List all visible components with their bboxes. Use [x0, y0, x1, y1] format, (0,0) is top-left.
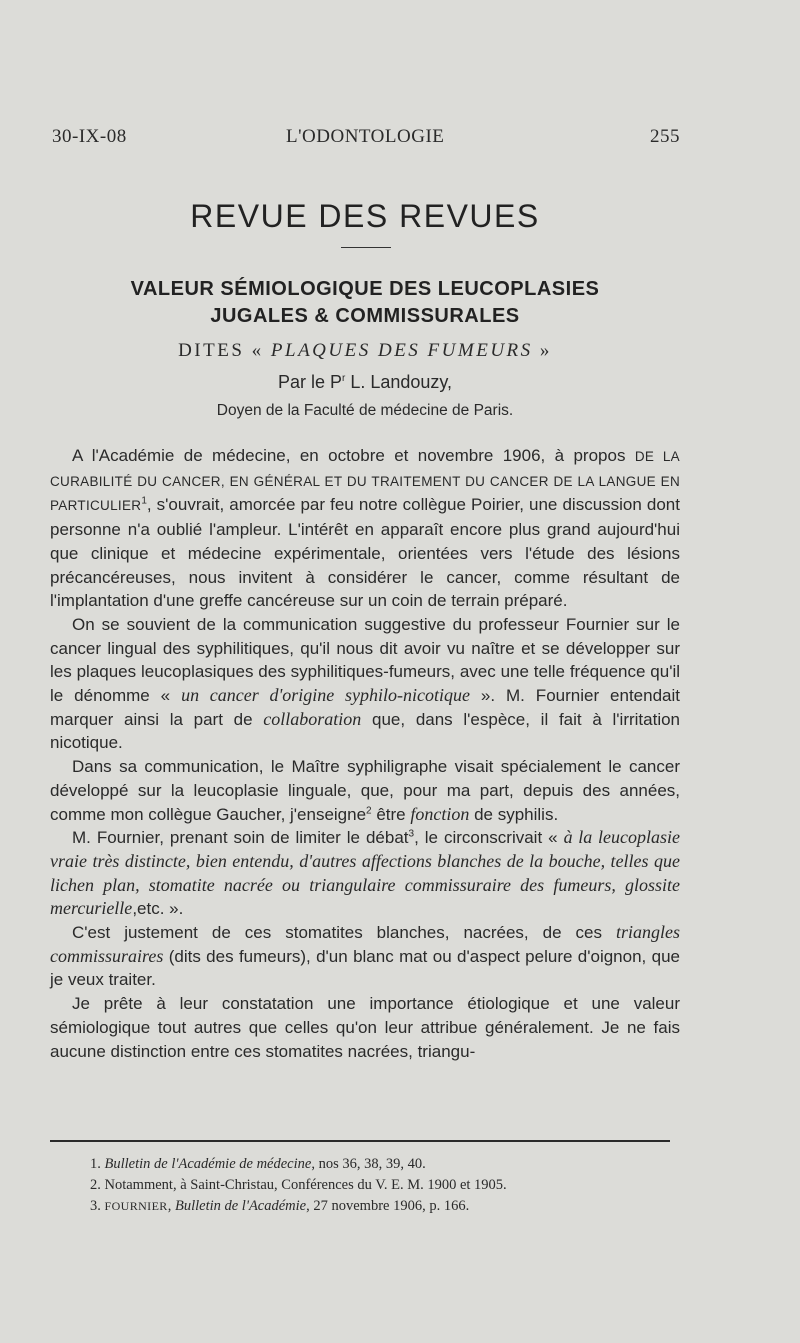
article-title-line-2: JUGALES & COMMISSURALES: [210, 305, 520, 327]
title-divider: [341, 247, 391, 248]
page-number: 255: [650, 126, 680, 147]
fn1-rest: , nos 36, 38, 39, 40.: [311, 1156, 426, 1172]
p4-text-a: M. Fournier, prenant soin de limiter le débat: [72, 828, 409, 848]
paragraph-6: Je prête à leur constatation une importance étiologique et une valeur sémiologique tout autres que celles qu'on leur attribue généralement. Je ne fais aucune distinction entre ces stomatites nacrées, triangu-: [50, 994, 680, 1061]
p2-italic-2: collaboration: [263, 708, 362, 729]
author-line: [50, 372, 680, 393]
p1-text-b: , s'ouvrait, amorcée par feu notre collègue Poirier, une discussion dont personne n'a oublié l'ampleur. L'intérêt en apparaît encore plus grand aujourd'hui que clinique et médecine expérimentale, orientées vers l'étude des lésions précancéreuses, nous invitent à considérer le cancer, comme résultant de l'implantation d'une greffe cancéreuse sur un coin de terrain préparé.: [50, 495, 680, 611]
p3-text-c: de syphilis.: [469, 804, 559, 824]
p5-text-b: (dits des fumeurs), d'un blanc mat ou d'aspect pelure d'oignon, que je veux traiter.: [50, 946, 680, 990]
p2-italic-1: un cancer d'origine syphilo-nicotique: [181, 685, 470, 706]
subtitle-prefix: DITES «: [178, 340, 271, 361]
paragraph-5: [50, 921, 680, 992]
p4-text-c: ,etc. ».: [132, 899, 184, 919]
footnote-divider: [50, 1140, 670, 1142]
article-title: [50, 276, 680, 330]
p4-italic: à la leucoplasie vraie très distincte, bien entendu, d'autres affections blanches de la bouche, telles que lichen plan, stomatite nacrée ou triangulaire commissuraire des fumeurs, glossite mercurielle: [50, 827, 681, 919]
author-affiliation: Doyen de la Faculté de médecine de Paris.: [216, 402, 514, 419]
p1-small-caps: DE LA CURABILITÉ DU CANCER, EN GÉNÉRAL ET DU TRAITEMENT DU CANCER DE LA LANGUE EN PARTICULIER: [50, 449, 680, 514]
p5-italic: triangles commissuraires: [50, 922, 680, 966]
issue-date: 30-IX-08: [52, 126, 127, 147]
section-title: REVUE DES REVUES: [190, 198, 540, 234]
article-subtitle: [50, 340, 680, 362]
p3-text-b: être: [371, 804, 411, 824]
author-prefix: Par le P: [277, 372, 342, 392]
paragraph-3: [50, 755, 680, 826]
p4-text-b: , le circonscrivait «: [414, 828, 564, 848]
p5-text-a: C'est justement de ces stomatites blanches, nacrées, de ces: [72, 923, 616, 943]
p3-italic: fonction: [410, 803, 470, 824]
running-head: [50, 126, 680, 150]
journal-name: L'ODONTOLOGIE: [286, 126, 445, 147]
p1-text-a: A l'Académie de médecine, en octobre et novembre 1906, à propos: [72, 446, 635, 465]
paragraph-1: [50, 444, 680, 613]
fn3-sep: ,: [167, 1198, 175, 1214]
footnote-2: 2. Notamment, à Saint-Christau, Conférences du V. E. M. 1900 et 1905.: [90, 1177, 507, 1193]
paragraph-2: [50, 613, 680, 755]
p3-text-a: Dans sa communication, le Maître syphiligraphe visait spécialement le cancer développé sur la leucoplasie linguale, que, pour ma part, depuis des années, comme mon collègue Gaucher, j'enseigne: [50, 757, 680, 824]
fn3-number: 3.: [90, 1198, 105, 1214]
fn3-rest: , 27 novembre 1906, p. 166.: [306, 1198, 470, 1214]
footnote-1: [90, 1154, 670, 1175]
article-title-line-1: VALEUR SÉMIOLOGIQUE DES LEUCOPLASIES: [130, 278, 600, 300]
subtitle-suffix: »: [532, 340, 552, 361]
article-body: [50, 444, 680, 1063]
paragraph-4: [50, 826, 680, 921]
fn3-small-caps: FOURNIER: [104, 1199, 168, 1213]
footnote-ref-1: 1: [141, 495, 147, 507]
fn1-italic: Bulletin de l'Académie de médecine: [104, 1156, 312, 1172]
p2-text-a: On se souvient de la communication suggestive du professeur Fournier sur le cancer lingual des syphilitiques, qu'il nous dit avoir vu naître et se développer sur les plaques leucoplasiques des syphilitiques-fumeurs, avec une telle fréquence qu'il le dénomme «: [50, 614, 680, 706]
author-name: L. Landouzy,: [345, 372, 453, 392]
subtitle-italic: PLAQUES DES FUMEURS: [270, 340, 533, 361]
footnote-ref-2: 2: [366, 804, 372, 816]
footnotes: [90, 1154, 670, 1217]
p2-text-c: que, dans l'espèce, il fait à l'irritation nicotique.: [50, 709, 680, 753]
fn1-number: 1.: [90, 1156, 105, 1172]
fn3-italic: Bulletin de l'Académie: [174, 1198, 307, 1214]
author-title-sup: r: [341, 373, 346, 384]
footnote-ref-3: 3: [408, 828, 415, 840]
footnote-3: [90, 1196, 670, 1217]
p2-text-b: ». M. Fournier entendait marquer ainsi la part de: [50, 686, 680, 729]
